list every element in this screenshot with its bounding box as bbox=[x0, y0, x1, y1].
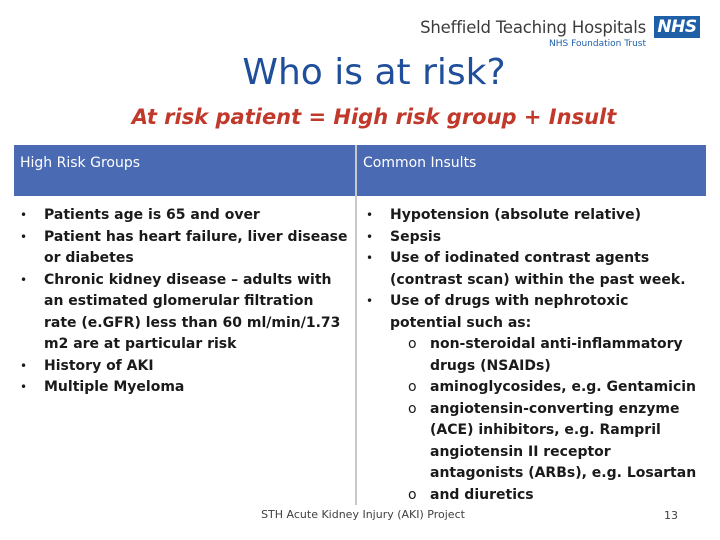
list-item bbox=[366, 291, 702, 506]
risk-table bbox=[14, 145, 706, 505]
sub-list-item: o angiotensin-converting enzyme (ACE) inhibitors, e.g. Rampril angiotensin II receptor antagonists (ARBs), e.g. Losartan bbox=[390, 399, 702, 485]
list-item: • Use of iodinated contrast agents (contrast scan) within the past week. bbox=[366, 248, 702, 291]
list-item: • Sepsis bbox=[366, 227, 702, 249]
nephrotoxic-drugs-list bbox=[390, 334, 702, 506]
nhs-logo bbox=[420, 14, 700, 54]
common-insults-header: Common Insults bbox=[357, 145, 706, 196]
page-number: 13 bbox=[664, 509, 678, 522]
list-item: • History of AKI bbox=[20, 356, 350, 378]
nhs-badge: NHS bbox=[654, 16, 700, 38]
logo-subtitle: NHS Foundation Trust bbox=[549, 39, 646, 49]
column-divider bbox=[355, 145, 357, 505]
list-item: • Patients age is 65 and over bbox=[20, 205, 350, 227]
sub-list-item: o aminoglycosides, e.g. Gentamicin bbox=[390, 377, 702, 399]
list-item: • Chronic kidney disease – adults with an estimated glomerular filtration rate (e.GFR) less than 60 ml/min/1.73 m2 are at particular risk bbox=[20, 270, 350, 356]
high-risk-groups-list bbox=[20, 205, 350, 399]
slide-subtitle: At risk patient = High risk group + Insult bbox=[131, 105, 617, 129]
common-insults-list bbox=[366, 205, 702, 506]
list-item: • Hypotension (absolute relative) bbox=[366, 205, 702, 227]
slide-title: Who is at risk? bbox=[242, 52, 506, 93]
list-item: • Patient has heart failure, liver disease or diabetes bbox=[20, 227, 350, 270]
sub-list-item: o and diuretics bbox=[390, 485, 702, 507]
footer-project-name: STH Acute Kidney Injury (AKI) Project bbox=[261, 508, 465, 521]
high-risk-groups-header: High Risk Groups bbox=[14, 145, 355, 196]
logo-name: Sheffield Teaching Hospitals bbox=[420, 18, 646, 37]
list-item-text: Use of drugs with nephrotoxic potential such as: bbox=[390, 293, 629, 331]
list-item: • Multiple Myeloma bbox=[20, 377, 350, 399]
sub-list-item: o non-steroidal anti-inflammatory drugs (NSAIDs) bbox=[390, 334, 702, 377]
